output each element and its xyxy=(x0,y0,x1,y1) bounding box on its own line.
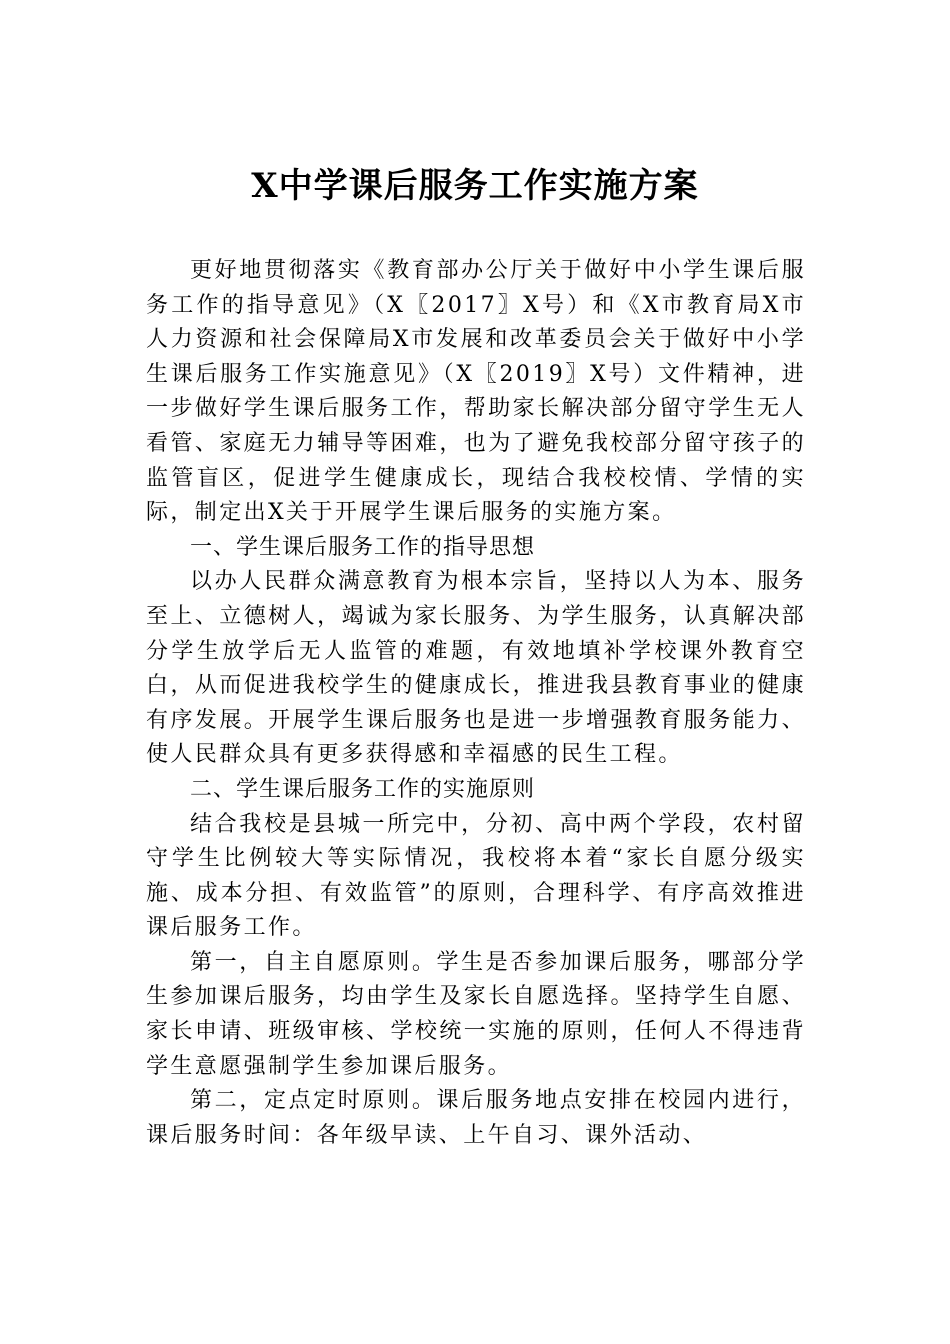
principles-intro-paragraph: 结合我校是县城一所完中，分初、高中两个学段，农村留守学生比例较大等实际情况，我校将本着“家长自愿分级实施、成本分担、有效监管”的原则，合理科学、有序高效推进课后服务工作。 xyxy=(146,811,806,941)
guiding-ideology-paragraph: 以办人民群众满意教育为根本宗旨，坚持以人为本、服务至上、立德树人，竭诚为家长服务、为学生服务，认真解决部分学生放学后无人监管的难题，有效地填补学校课外教育空白，从而促进我校学生的健康成长，推进我县教育事业的健康有序发展。开展学生课后服务也是进一步增强教育服务能力、使人民群众具有更多获得感和幸福感的民生工程。 xyxy=(146,569,806,768)
document-body xyxy=(146,254,806,1153)
principle-voluntary-paragraph: 第一，自主自愿原则。学生是否参加课后服务，哪部分学生参加课后服务，均由学生及家长自愿选择。坚持学生自愿、家长申请、班级审核、学校统一实施的原则，任何人不得违背学生意愿强制学生参加课后服务。 xyxy=(146,949,806,1079)
intro-paragraph: 更好地贯彻落实《教育部办公厅关于做好中小学生课后服务工作的指导意见》（X〖2017〗X号）和《X市教育局X市人力资源和社会保障局X市发展和改革委员会关于做好中小学生课后服务工作实施意见》（X〖2019〗X号）文件精神，进一步做好学生课后服务工作，帮助家长解决部分留守学生无人看管、家庭无力辅导等困难，也为了避免我校部分留守孩子的监管盲区，促进学生健康成长，现结合我校校情、学情的实际，制定出X关于开展学生课后服务的实施方案。 xyxy=(146,258,806,526)
document-title: X中学课后服务工作实施方案 xyxy=(251,166,699,206)
principle-fixed-place-time-paragraph: 第二，定点定时原则。课后服务地点安排在校园内进行，课后服务时间：各年级早读、上午自习、课外活动、 xyxy=(146,1088,806,1148)
section-heading-guiding-ideology: 一、学生课后服务工作的指导思想 xyxy=(190,534,536,560)
section-heading-principles: 二、学生课后服务工作的实施原则 xyxy=(190,776,536,802)
